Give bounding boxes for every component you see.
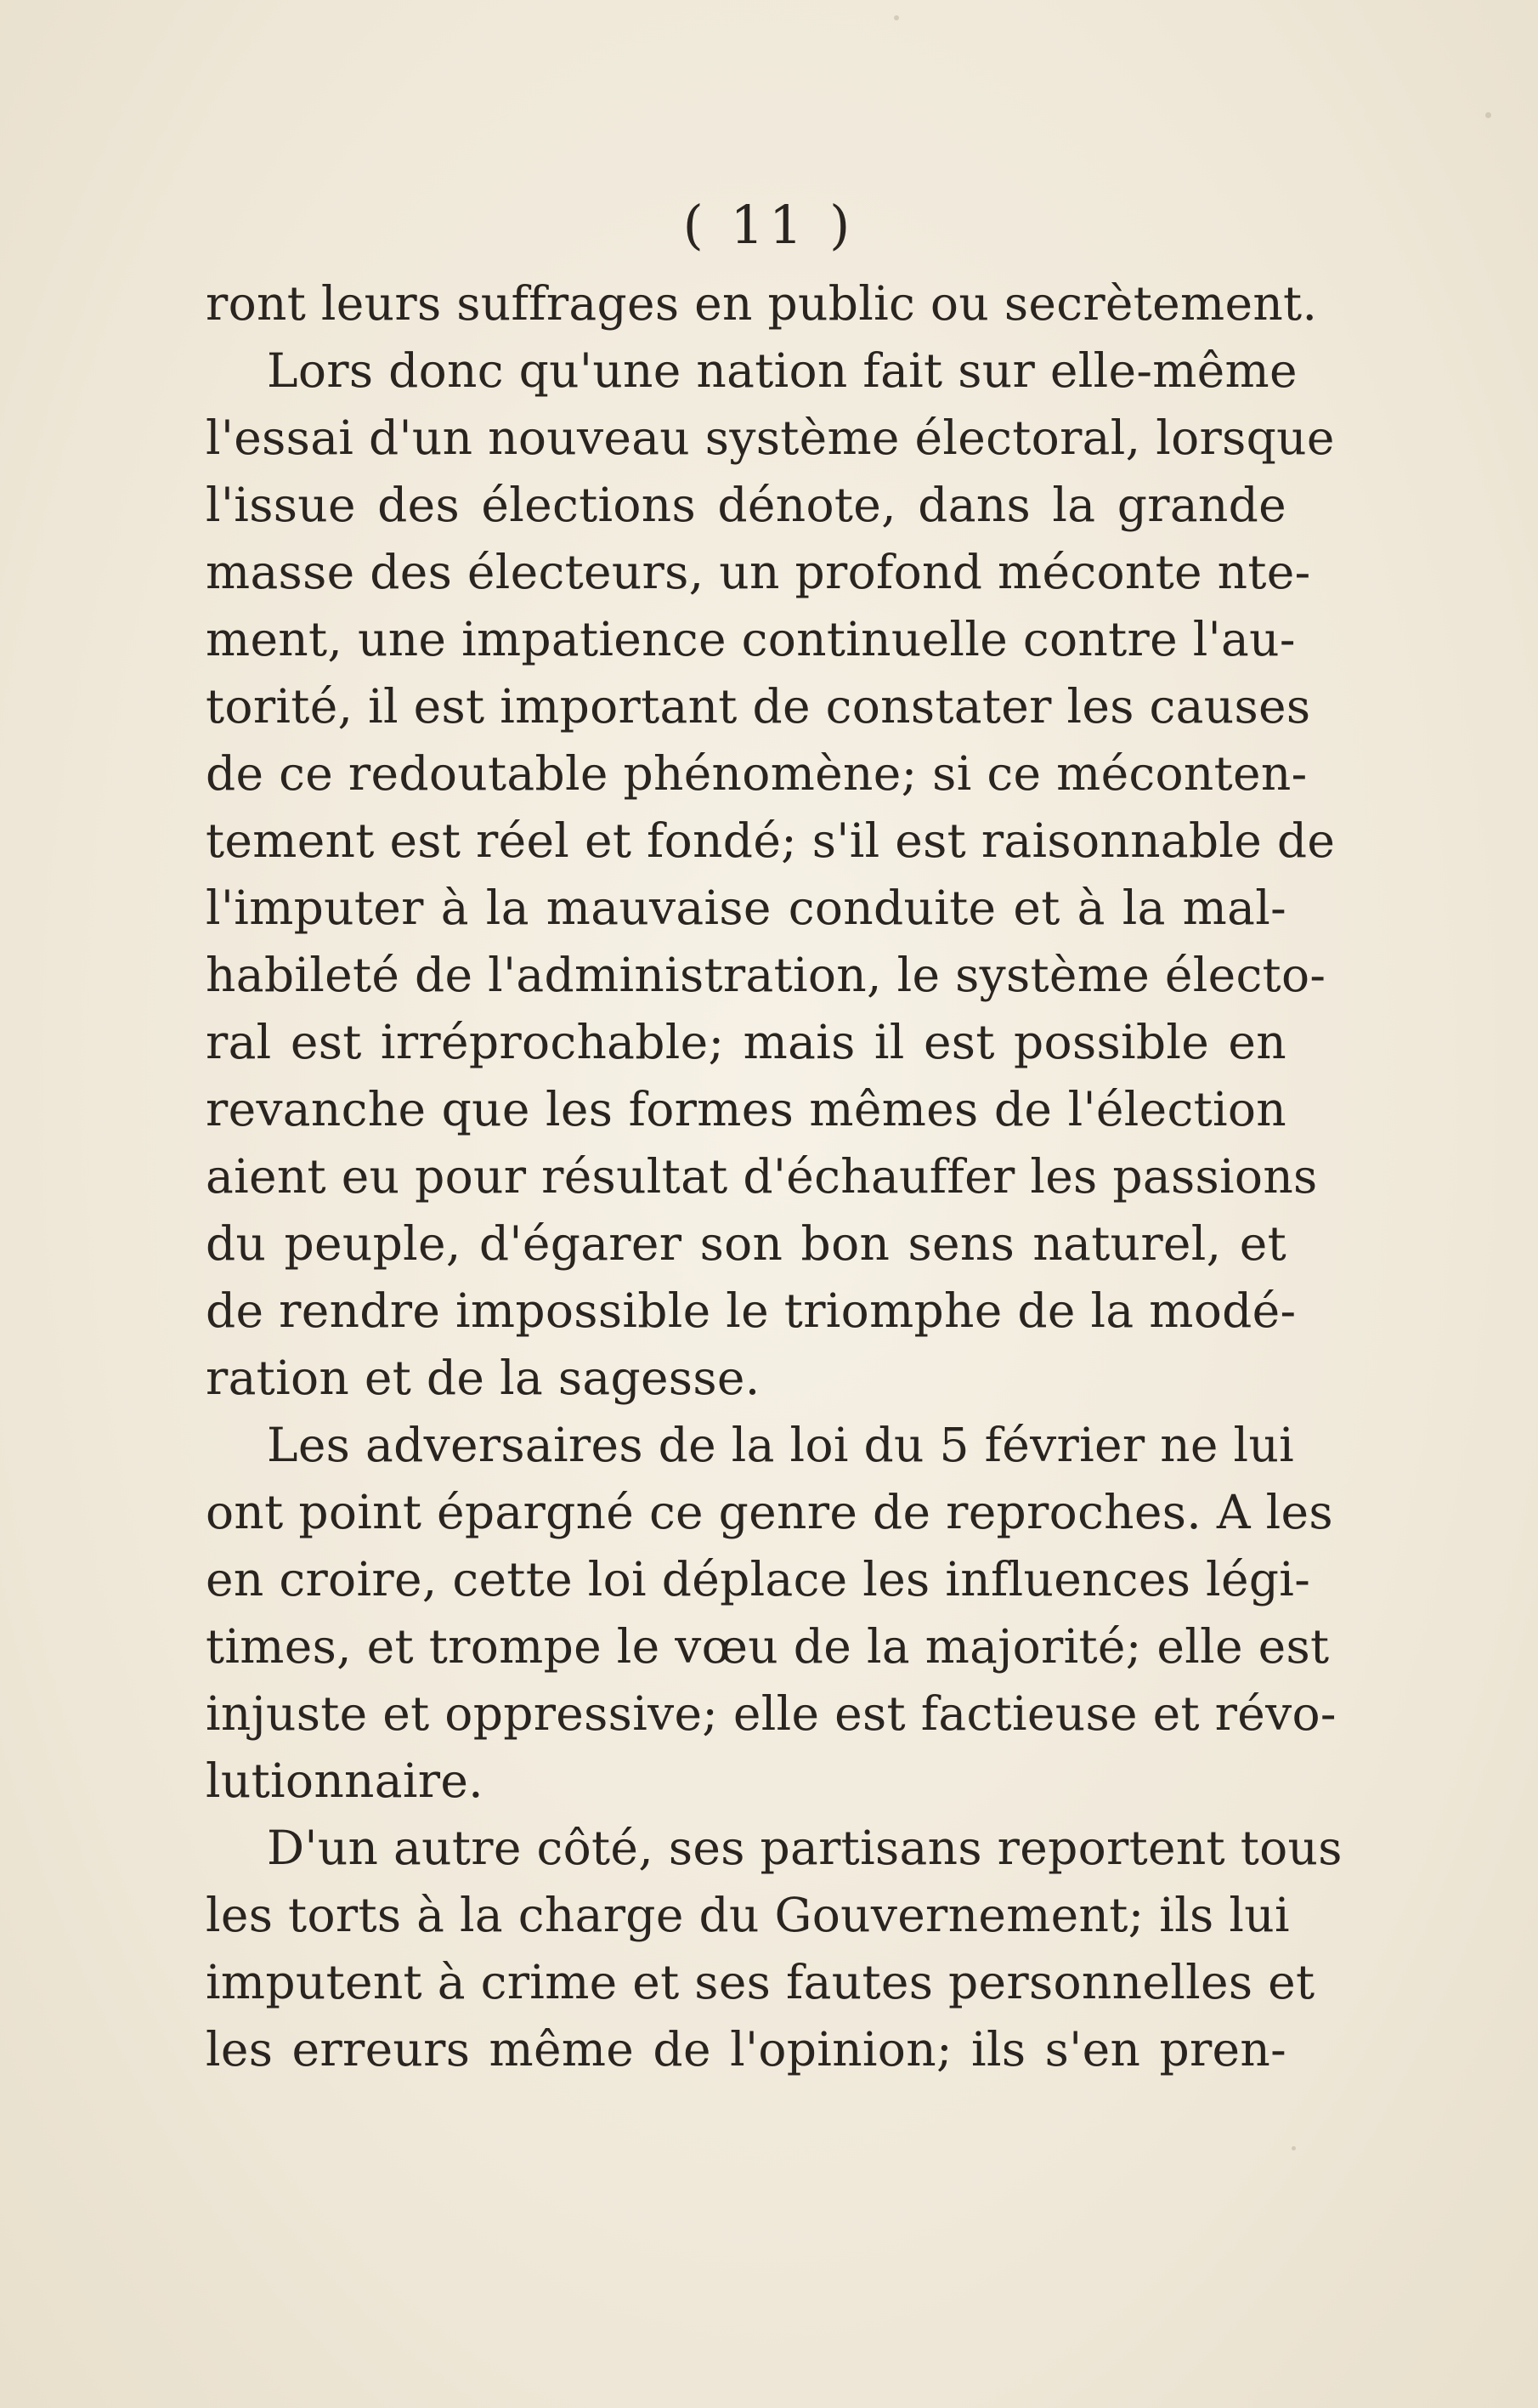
text-line: de ce redoutable phénomène; si ce méconten- — [206, 746, 1308, 801]
text-line: injuste et oppressive; elle est factieuse et révo- — [206, 1686, 1337, 1741]
page-number: ( 11 ) — [682, 194, 856, 256]
text-line: ront leurs suffrages en public ou secrètement. — [206, 276, 1318, 331]
text-line: de rendre impossible le triomphe de la modé- — [206, 1283, 1297, 1338]
text-line: en croire, cette loi déplace les influences légi- — [206, 1552, 1311, 1606]
text-line: Les adversaires de la loi du 5 février ne lui — [267, 1418, 1295, 1472]
text-line: torité, il est important de constater les causes — [206, 679, 1311, 734]
paper-speck — [1485, 112, 1491, 118]
text-line: l'issue des élections dénote, dans la grande — [206, 478, 1286, 532]
text-line: ment, une impatience continuelle contre l'au- — [206, 612, 1296, 666]
text-line: Lors donc qu'une nation fait sur elle-même — [267, 343, 1298, 398]
paper-speck — [894, 15, 899, 20]
text-line: D'un autre côté, ses partisans reportent tous — [267, 1821, 1343, 1875]
text-line: les erreurs même de l'opinion; ils s'en pren- — [206, 2022, 1286, 2077]
text-line: l'imputer à la mauvaise conduite et à la mal- — [206, 881, 1286, 935]
text-line: lutionnaire. — [206, 1754, 483, 1808]
text-line: ration et de la sagesse. — [206, 1351, 761, 1405]
paper-speck — [1292, 2146, 1296, 2150]
text-line: habileté de l'administration, le système électo- — [206, 948, 1326, 1002]
text-line: les torts à la charge du Gouvernement; ils lui — [206, 1888, 1290, 1942]
body-text — [206, 270, 1343, 2083]
text-line: masse des électeurs, un profond méconte nte- — [206, 545, 1311, 599]
text-line: times, et trompe le vœu de la majorité; elle est — [206, 1619, 1330, 1674]
text-line: du peuple, d'égarer son bon sens naturel, et — [206, 1216, 1286, 1271]
text-line: l'essai d'un nouveau système électoral, lorsque — [206, 411, 1335, 465]
text-line: aient eu pour résultat d'échauffer les passions — [206, 1149, 1318, 1204]
text-line: imputent à crime et ses fautes personnelles et — [206, 1955, 1315, 2009]
text-line: ont point épargné ce genre de reproches. A les — [206, 1485, 1333, 1539]
text-line: ral est irréprochable; mais il est possible en — [206, 1015, 1286, 1069]
text-line: tement est réel et fondé; s'il est raisonnable de — [206, 813, 1336, 868]
text-line: revanche que les formes mêmes de l'élection — [206, 1082, 1286, 1136]
